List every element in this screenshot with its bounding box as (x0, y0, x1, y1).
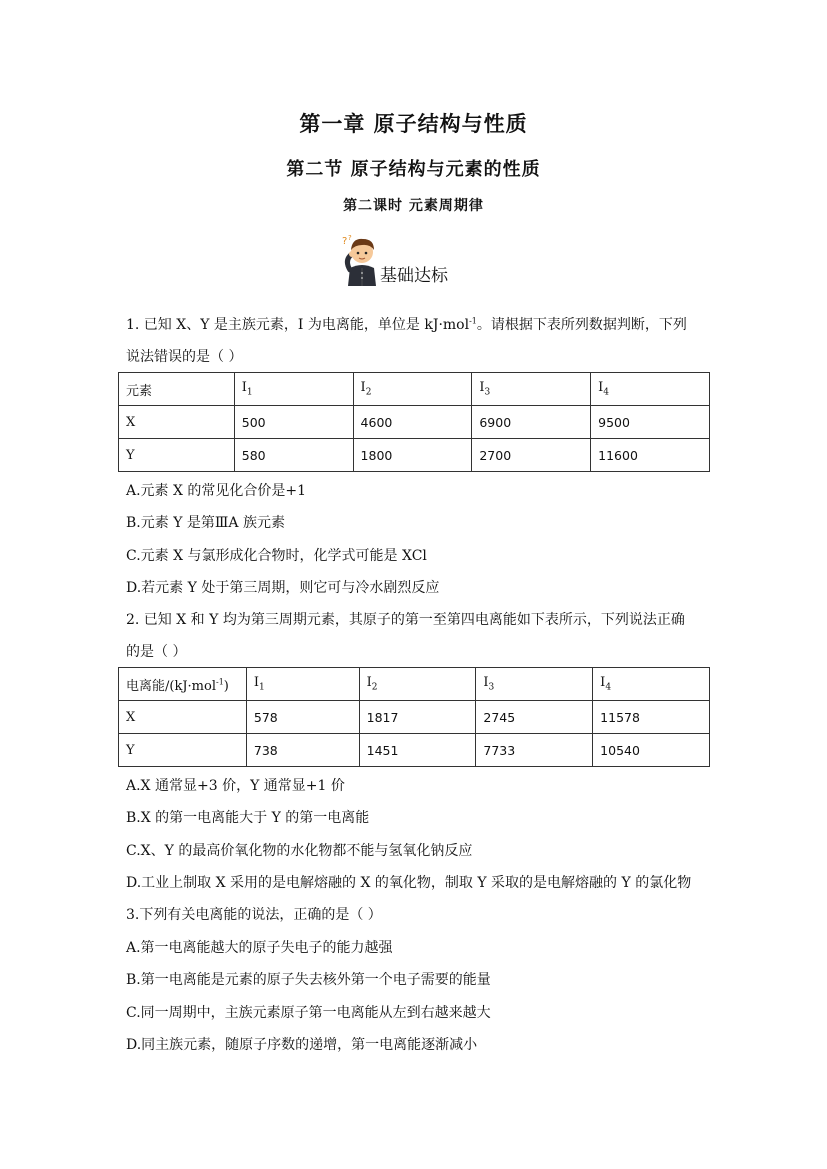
q2-option-a: A.X 通常显+3 价，Y 通常显+1 价 (126, 778, 345, 794)
table-cell: 1451 (359, 734, 476, 767)
table-header-cell: 元素 (119, 373, 235, 406)
q1-option-b: B.元素 Y 是第ⅢA 族元素 (126, 515, 285, 531)
q1-option-a: A.元素 X 的常见化合价是+1 (126, 483, 307, 499)
table-cell: Y (119, 734, 247, 767)
q1-table (118, 372, 710, 472)
svg-text:?: ? (342, 236, 348, 247)
table-header-cell: $I_3$ (472, 373, 591, 406)
table-header-cell: $I_2$ (359, 668, 476, 701)
q2-table (118, 667, 710, 767)
q3-option-c: C.同一周期中，主族元素原子第一电离能从左到右越来越大 (126, 1005, 491, 1021)
table-cell: 738 (246, 734, 359, 767)
chapter-title: 第一章 原子结构与性质 (299, 111, 528, 136)
table-cell: 11578 (593, 701, 710, 734)
table-header-cell: $I_4$ (593, 668, 710, 701)
table-row (119, 406, 710, 439)
table-header-cell: $I_4$ (591, 373, 710, 406)
q1-stem-line2: 说法错误的是（ ） (126, 349, 243, 365)
q3-option-a: A.第一电离能越大的原子失电子的能力越强 (126, 940, 393, 956)
q2-stem-line2: 的是（ ） (126, 644, 187, 660)
table-header-cell: $I_1$ (234, 373, 353, 406)
table-cell: 7733 (476, 734, 593, 767)
table-cell: 2745 (476, 701, 593, 734)
section-badge (340, 232, 500, 286)
table-cell: 2700 (472, 439, 591, 472)
q2-option-d: D.工业上制取 X 采用的是电解熔融的 X 的氧化物，制取 Y 采取的是电解熔融的 Y 的氯化物 (126, 875, 692, 891)
q2-option-c: C.X、Y 的最高价氧化物的水化物都不能与氢氧化钠反应 (126, 843, 473, 859)
svg-text:?: ? (348, 234, 352, 242)
table-header-row (119, 373, 710, 406)
table-cell: Y (119, 439, 235, 472)
thinking-student-icon (340, 232, 384, 286)
q1-option-d: D.若元素 Y 处于第三周期，则它可与冷水剧烈反应 (126, 580, 440, 596)
table-cell: 1800 (353, 439, 472, 472)
table-header-cell: $I_3$ (476, 668, 593, 701)
table-cell: 10540 (593, 734, 710, 767)
section-badge-label: 基础达标 (380, 266, 448, 286)
q2-option-b: B.X 的第一电离能大于 Y 的第一电离能 (126, 810, 370, 826)
section-title: 第二节 原子结构与元素的性质 (286, 159, 541, 180)
table-header-cell: $I_2$ (353, 373, 472, 406)
q3-option-b: B.第一电离能是元素的原子失去核外第一个电子需要的能量 (126, 972, 491, 988)
table-row (119, 439, 710, 472)
table-cell: 9500 (591, 406, 710, 439)
table-cell: 6900 (472, 406, 591, 439)
table-cell: 500 (234, 406, 353, 439)
table-cell: 578 (246, 701, 359, 734)
q3-option-d: D.同主族元素，随原子序数的递增，第一电离能逐渐减小 (126, 1037, 478, 1053)
table-header-cell: $I_1$ (246, 668, 359, 701)
q2-stem-line1: 2. 已知 X 和 Y 均为第三周期元素，其原子的第一至第四电离能如下表所示，下列说法正确 (126, 612, 685, 628)
table-cell: 11600 (591, 439, 710, 472)
q1-option-c: C.元素 X 与氯形成化合物时，化学式可能是 XCl (126, 548, 427, 564)
table-row (119, 734, 710, 767)
table-cell: X (119, 701, 247, 734)
q3-stem: 3.下列有关电离能的说法，正确的是（ ） (126, 907, 382, 923)
table-cell: 1817 (359, 701, 476, 734)
table-cell: 580 (234, 439, 353, 472)
lesson-title: 第二课时 元素周期律 (343, 198, 484, 214)
table-row (119, 701, 710, 734)
q1-stem-line1: 1. 已知 X、Y 是主族元素，I 为电离能，单位是 kJ·mol$^{-1}$。请根据下表所列数据判断，下列 (126, 316, 687, 333)
table-cell: X (119, 406, 235, 439)
table-header-cell: 电离能/(kJ·mol$^{-1}$) (119, 668, 247, 701)
table-cell: 4600 (353, 406, 472, 439)
table-header-row (119, 668, 710, 701)
